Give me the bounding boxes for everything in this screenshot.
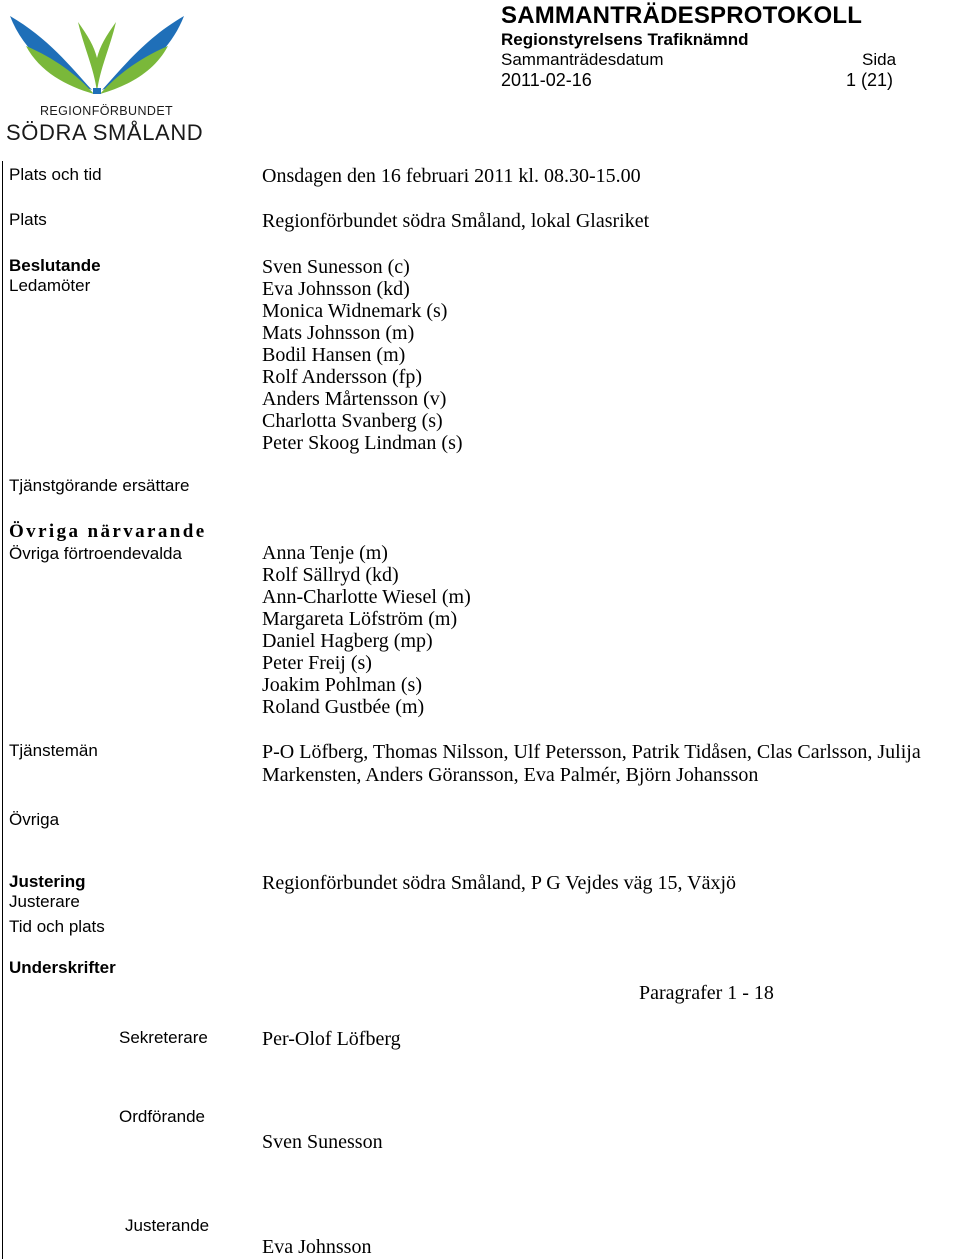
member-item: Charlotta Svanberg (s) <box>262 410 443 432</box>
ledamoter-list <box>262 256 463 454</box>
ordforande-name: Sven Sunesson <box>262 1131 383 1153</box>
member-item: Joakim Pohlman (s) <box>262 674 422 696</box>
tid-och-plats-label: Tid och plats <box>9 917 105 936</box>
ovriga-narvarande-label: Övriga närvarande <box>9 521 207 542</box>
plats-label: Plats <box>9 210 47 229</box>
paragrafer-text: Paragrafer 1 - 18 <box>639 982 774 1004</box>
tjansteman-line-2: Markensten, Anders Göransson, Eva Palmér, Björn Johansson <box>262 764 759 786</box>
logo-text-bottom: SÖDRA SMÅLAND <box>6 120 204 145</box>
member-item: Rolf Andersson (fp) <box>262 366 422 388</box>
justerande-name: Eva Johnsson <box>262 1236 372 1258</box>
committee-name: Regionstyrelsens Trafiknämnd <box>501 30 749 49</box>
ovriga-label: Övriga <box>9 810 60 829</box>
member-item: Peter Skoog Lindman (s) <box>262 432 463 454</box>
member-item: Daniel Hagberg (mp) <box>262 630 433 652</box>
member-item: Eva Johnsson (kd) <box>262 278 410 300</box>
beslutande-label: Beslutande <box>9 256 101 275</box>
ledamoter-label: Ledamöter <box>9 276 91 295</box>
page-number: 1 (21) <box>846 70 894 90</box>
ovriga-fortroendevalda-label: Övriga förtroendevalda <box>9 544 182 563</box>
sekreterare-label: Sekreterare <box>119 1028 208 1047</box>
ordforande-label: Ordförande <box>119 1107 205 1126</box>
plats-och-tid-label: Plats och tid <box>9 165 102 184</box>
regionforbundet-logo <box>6 6 204 148</box>
tjansteman-label: Tjänstemän <box>9 741 98 760</box>
meeting-date: 2011-02-16 <box>501 70 592 90</box>
justering-value: Regionförbundet södra Småland, P G Vejdes väg 15, Växjö <box>262 872 737 894</box>
ovriga-fortroendevalda-list <box>262 542 471 718</box>
member-item: Rolf Sällryd (kd) <box>262 564 399 586</box>
tjanstgorande-ersattare-label: Tjänstgörande ersättare <box>9 476 190 495</box>
tjansteman-line-1: P-O Löfberg, Thomas Nilsson, Ulf Petersson, Patrik Tidåsen, Clas Carlsson, Julija <box>262 741 921 763</box>
justering-label: Justering <box>9 872 86 891</box>
member-item: Bodil Hansen (m) <box>262 344 406 366</box>
justerande-label: Justerande <box>125 1216 210 1235</box>
sekreterare-name: Per-Olof Löfberg <box>262 1028 401 1050</box>
plats-value: Regionförbundet södra Småland, lokal Glasriket <box>262 210 650 232</box>
member-item: Roland Gustbée (m) <box>262 696 425 718</box>
member-item: Margareta Löfström (m) <box>262 608 458 630</box>
page-label: Sida <box>862 50 897 69</box>
member-item: Monica Widnemark (s) <box>262 300 448 322</box>
member-item: Anna Tenje (m) <box>262 542 388 564</box>
member-item: Anders Mårtensson (v) <box>262 388 447 410</box>
plats-och-tid-value: Onsdagen den 16 februari 2011 kl. 08.30-15.00 <box>262 165 641 187</box>
logo-text-top: REGIONFÖRBUNDET <box>40 104 174 118</box>
member-item: Peter Freij (s) <box>262 652 372 674</box>
underskrifter-label: Underskrifter <box>9 958 116 977</box>
meeting-date-label: Sammanträdesdatum <box>501 50 664 69</box>
justerare-label: Justerare <box>9 892 80 911</box>
member-item: Mats Johnsson (m) <box>262 322 415 344</box>
member-item: Ann-Charlotte Wiesel (m) <box>262 586 471 608</box>
member-item: Sven Sunesson (c) <box>262 256 410 278</box>
left-frame-line <box>2 161 3 1259</box>
document-title: SAMMANTRÄDESPROTOKOLL <box>501 2 863 29</box>
